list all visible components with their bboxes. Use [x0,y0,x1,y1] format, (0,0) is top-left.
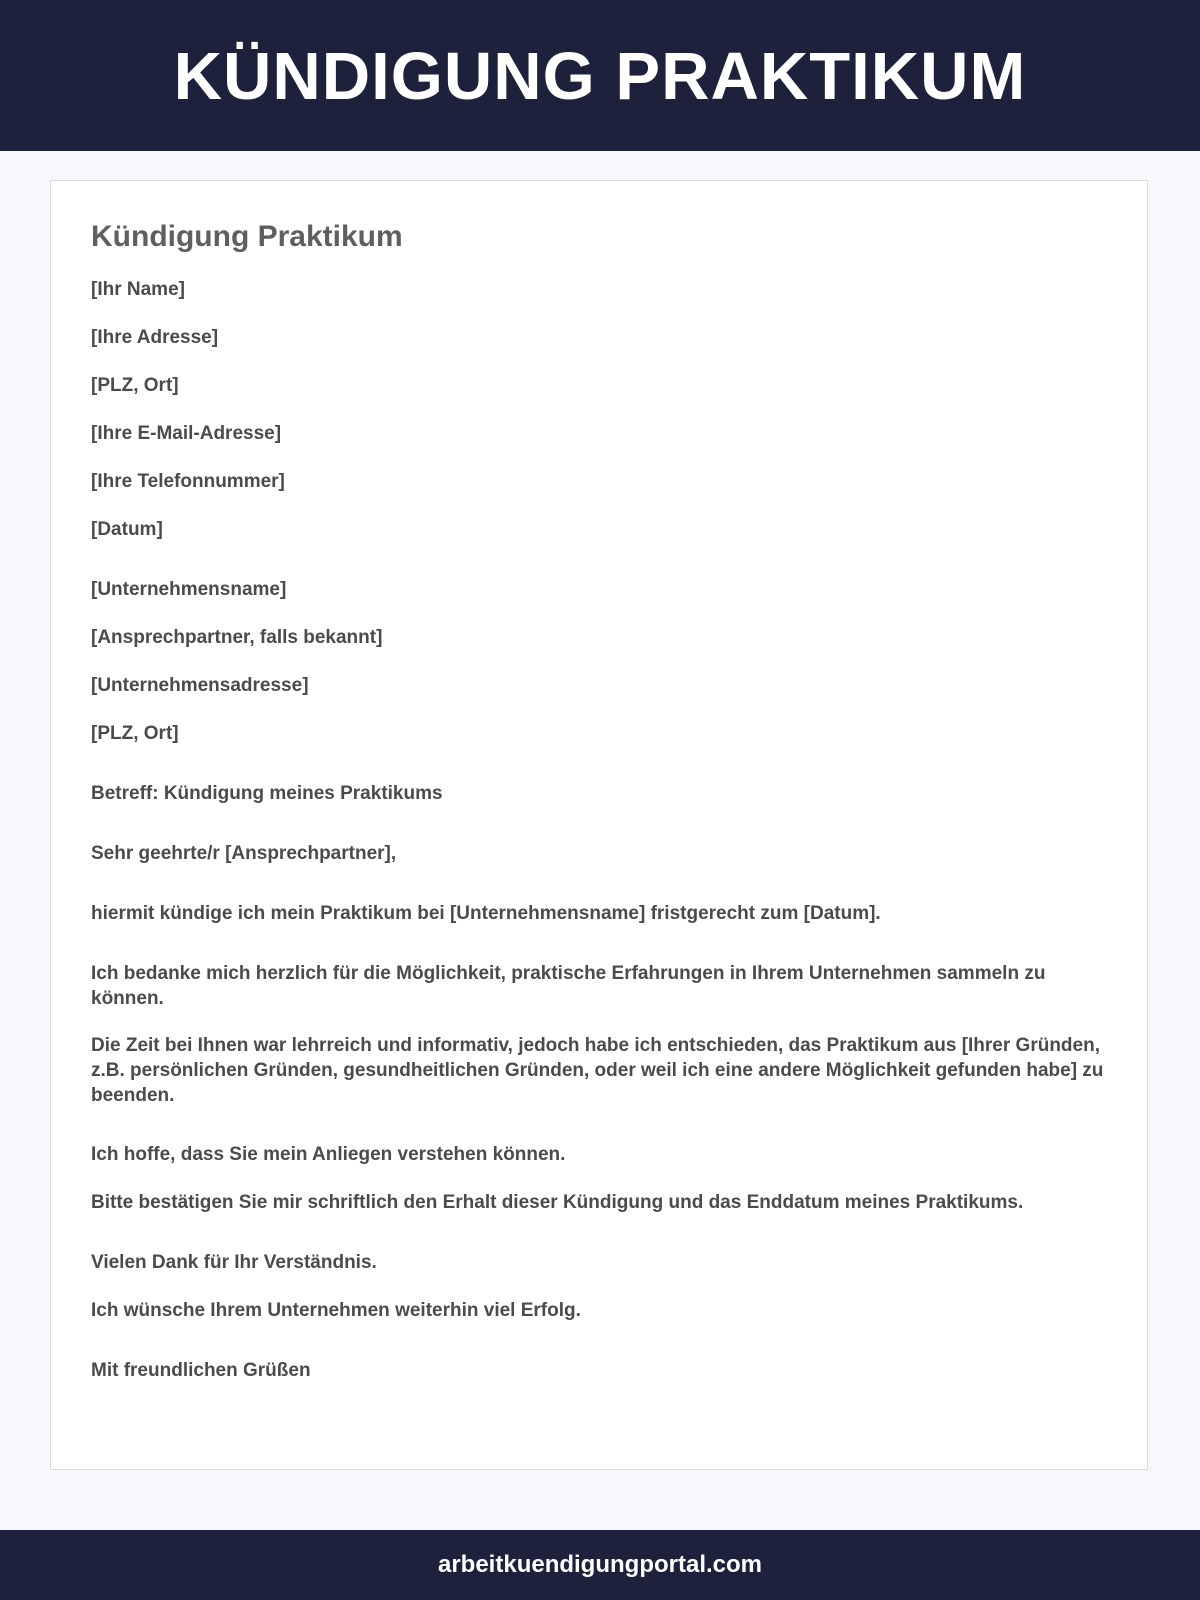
sender-email: [Ihre E-Mail-Adresse] [91,423,282,444]
letter-paragraph: Ich hoffe, dass Sie mein Anliegen verstehen können. [91,1144,566,1165]
page-footer [0,1530,1200,1600]
document-title: Kündigung Praktikum [91,220,403,253]
letter-paragraph: Bitte bestätigen Sie mir schriftlich den Erhalt dieser Kündigung und das Enddatum meines Praktikums. [91,1192,1024,1213]
letter-subject: Betreff: Kündigung meines Praktikums [91,783,443,804]
recipient-company: [Unternehmensname] [91,579,287,600]
sender-phone: [Ihre Telefonnummer] [91,471,285,492]
letter-paragraph: Ich bedanke mich herzlich für die Möglichkeit, praktische Erfahrungen in Ihrem Unternehmen sammeln zu können. [91,963,1046,1009]
letter-salutation: Sehr geehrte/r [Ansprechpartner], [91,843,397,864]
sender-address: [Ihre Adresse] [91,327,219,348]
letter-date: [Datum] [91,519,163,540]
footer-site: arbeitkuendigungportal.com [437,1551,763,1578]
letter-paragraph: Vielen Dank für Ihr Verständnis. [91,1252,377,1273]
page-title: KÜNDIGUNG PRAKTIKUM [173,39,1027,114]
letter-paragraph: hiermit kündige ich mein Praktikum bei [Unternehmensname] fristgerecht zum [Datum]. [91,903,881,924]
page-header [0,0,1200,151]
recipient-contact: [Ansprechpartner, falls bekannt] [91,627,383,648]
letter-paragraph: Ich wünsche Ihrem Unternehmen weiterhin viel Erfolg. [91,1300,581,1321]
sender-postal-city: [PLZ, Ort] [91,375,179,396]
sender-name: [Ihr Name] [91,279,185,300]
recipient-postal-city: [PLZ, Ort] [91,723,179,744]
recipient-address: [Unternehmensadresse] [91,675,309,696]
letter-card [50,180,1148,1470]
letter-closing: Mit freundlichen Grüßen [91,1360,311,1381]
letter-paragraph: Die Zeit bei Ihnen war lehrreich und informativ, jedoch habe ich entschieden, das Praktikum aus [Ihrer Gründen, z.B. persönlichen Gründen, gesundheitlichen Gründen, oder weil ich eine andere Möglichkeit gefunden habe] zu beenden. [91,1035,1104,1106]
